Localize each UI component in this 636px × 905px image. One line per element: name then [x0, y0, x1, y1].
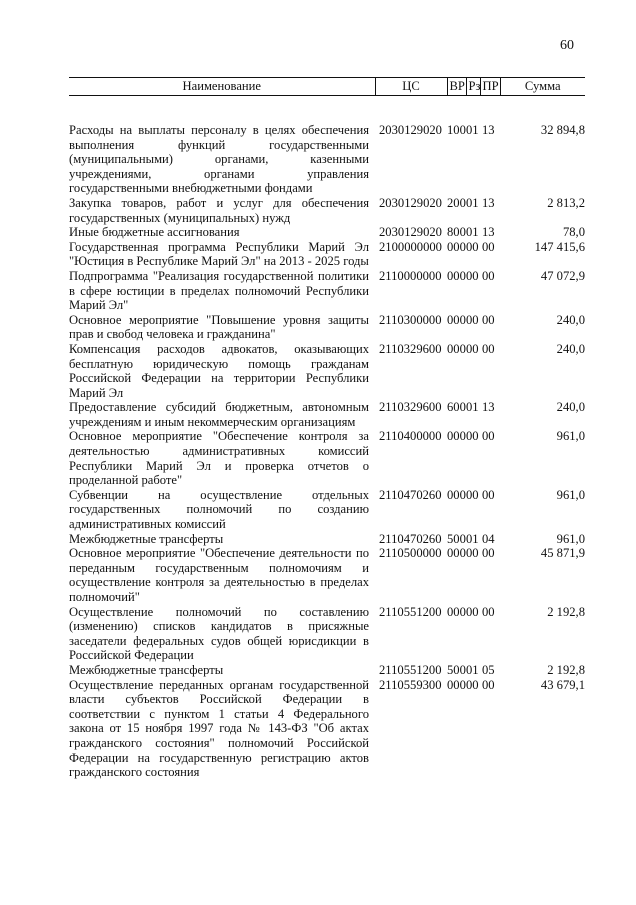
row-cs: 2110329600 — [379, 400, 442, 415]
row-cs: 2110470260 — [379, 487, 442, 502]
table-row — [69, 342, 585, 400]
header-sum: Сумма — [500, 78, 585, 96]
row-pr: 13 — [482, 225, 495, 240]
row-rz: 00 — [466, 341, 479, 356]
row-rz: 00 — [466, 677, 479, 692]
row-cs: 2100000000 — [379, 239, 442, 254]
header-rz: Рз — [466, 78, 480, 96]
row-cs: 2030129020 — [379, 195, 442, 210]
header-cs: ЦС — [375, 78, 447, 96]
row-pr: 04 — [482, 531, 495, 546]
row-sum: 45 871,9 — [540, 546, 585, 561]
row-pr: 00 — [482, 604, 495, 619]
row-pr: 13 — [482, 123, 495, 137]
table-row — [69, 429, 585, 487]
row-name: Предоставление субсидий бюджетным, автономным учреждениям и иным некоммерческим организациям — [69, 400, 369, 429]
row-rz: 00 — [466, 239, 479, 254]
row-pr: 00 — [482, 268, 495, 283]
row-pr: 13 — [482, 400, 495, 415]
row-rz: 00 — [466, 312, 479, 327]
row-sum: 961,0 — [556, 487, 585, 502]
row-name: Осуществление переданных органам государственной власти субъектов Российской Федерации в соответствии с пунктом 1 статьи 4 Федерального закона от 15 ноября 1997 года № 143-ФЗ "Об актах гражданского состояния" полномочий Российской Федерации на государственную регистрацию актов гражданского состояния — [69, 677, 369, 780]
row-name: Субвенции на осуществление отдельных государственных полномочий по созданию административных комиссий — [69, 487, 369, 532]
table-row — [69, 196, 585, 225]
row-vr: 800 — [447, 225, 466, 240]
row-rz: 00 — [466, 429, 479, 444]
row-pr: 05 — [482, 662, 495, 677]
row-cs: 2110551200 — [379, 604, 442, 619]
row-vr: 000 — [447, 604, 466, 619]
row-pr: 00 — [482, 677, 495, 692]
row-sum: 961,0 — [556, 531, 585, 546]
row-vr: 500 — [447, 531, 466, 546]
row-sum: 147 415,6 — [534, 239, 585, 254]
table-row — [69, 269, 585, 313]
table-row — [69, 313, 585, 342]
row-vr: 000 — [447, 312, 466, 327]
row-rz: 01 — [466, 400, 479, 415]
row-rz: 01 — [466, 123, 479, 137]
row-sum: 240,0 — [556, 400, 585, 415]
table-row — [69, 96, 585, 196]
row-name: Межбюджетные трансферты — [69, 531, 224, 546]
row-cs: 2110551200 — [379, 662, 442, 677]
budget-table-container — [69, 77, 585, 780]
row-cs: 2110329600 — [379, 341, 442, 356]
row-pr: 13 — [482, 195, 495, 210]
row-pr: 00 — [482, 487, 495, 502]
header-pr: ПР — [480, 78, 500, 96]
row-sum: 32 894,8 — [540, 123, 585, 137]
row-cs: 2110500000 — [379, 546, 442, 561]
row-vr: 600 — [447, 400, 466, 415]
row-vr: 000 — [447, 677, 466, 692]
table-row — [69, 488, 585, 532]
row-name: Подпрограмма "Реализация государственной политики в сфере юстиции в пределах полномочий Республики Марий Эл" — [69, 268, 369, 313]
table-row — [69, 240, 585, 269]
row-sum: 78,0 — [562, 225, 585, 240]
table-header — [69, 78, 585, 96]
row-vr: 000 — [447, 429, 466, 444]
row-pr: 00 — [482, 546, 495, 561]
row-sum: 47 072,9 — [540, 268, 585, 283]
row-vr: 000 — [447, 487, 466, 502]
row-pr: 00 — [482, 341, 495, 356]
row-name: Расходы на выплаты персоналу в целях обеспечения выполнения функций государственными (муниципальными) органами, казенными учреждениями, органами управления государственными внебюджетными фондами — [69, 123, 369, 196]
row-rz: 00 — [466, 268, 479, 283]
row-sum: 43 679,1 — [540, 677, 585, 692]
header-name: Наименование — [69, 78, 375, 96]
row-name: Межбюджетные трансферты — [69, 662, 224, 677]
row-name: Государственная программа Республики Марий Эл "Юстиция в Республике Марий Эл" на 2013 - 2025 годы — [69, 239, 369, 269]
row-vr: 500 — [447, 662, 466, 677]
row-name: Основное мероприятие "Повышение уровня защиты прав и свобод человека и гражданина" — [69, 312, 369, 342]
row-sum: 240,0 — [556, 312, 585, 327]
row-name: Компенсация расходов адвокатов, оказывающих бесплатную юридическую помощь гражданам Российской Федерации на территории Республики Марий Эл — [69, 341, 369, 400]
table-row — [69, 663, 585, 678]
row-vr: 000 — [447, 341, 466, 356]
row-rz: 01 — [466, 662, 479, 677]
row-pr: 00 — [482, 239, 495, 254]
row-cs: 2110400000 — [379, 429, 442, 444]
row-vr: 200 — [447, 195, 466, 210]
row-cs: 2110559300 — [379, 677, 442, 692]
row-name: Закупка товаров, работ и услуг для обеспечения государственных (муниципальных) нужд — [69, 195, 369, 225]
row-rz: 00 — [466, 546, 479, 561]
row-cs: 2030129020 — [379, 123, 442, 137]
row-cs: 2110000000 — [379, 268, 442, 283]
table-row — [69, 532, 585, 547]
row-sum: 240,0 — [556, 341, 585, 356]
row-sum: 2 192,8 — [547, 604, 585, 619]
row-name: Основное мероприятие "Обеспечение деятельности по переданным государственным полномочиям и осуществление контроля за деятельностью в пределах полномочий" — [69, 546, 369, 604]
row-vr: 100 — [447, 123, 466, 137]
row-sum: 961,0 — [556, 429, 585, 444]
budget-table — [69, 77, 585, 780]
row-rz: 00 — [466, 604, 479, 619]
row-name: Иные бюджетные ассигнования — [69, 225, 240, 240]
table-row — [69, 225, 585, 240]
row-sum: 2 813,2 — [547, 195, 585, 210]
row-sum: 2 192,8 — [547, 662, 585, 677]
page-number: 60 — [560, 38, 574, 53]
row-vr: 000 — [447, 546, 466, 561]
table-body — [69, 96, 585, 780]
table-row — [69, 605, 585, 663]
header-vr: ВР — [447, 78, 466, 96]
row-name: Основное мероприятие "Обеспечение контроля за деятельностью административных комиссий Республики Марий Эл и проверка отчетов о проделанной работе" — [69, 429, 369, 488]
row-cs: 2030129020 — [379, 225, 442, 240]
row-pr: 00 — [482, 312, 495, 327]
row-rz: 01 — [466, 531, 479, 546]
row-cs: 2110300000 — [379, 312, 442, 327]
table-row — [69, 400, 585, 429]
row-vr: 000 — [447, 268, 466, 283]
row-rz: 01 — [466, 225, 479, 240]
table-row — [69, 678, 585, 780]
row-name: Осуществление полномочий по составлению (изменению) списков кандидатов в присяжные заседатели федеральных судов общей юрисдикции в Российской Федерации — [69, 604, 369, 663]
row-pr: 00 — [482, 429, 495, 444]
table-row — [69, 546, 585, 604]
row-rz: 00 — [466, 487, 479, 502]
row-cs: 2110470260 — [379, 531, 442, 546]
row-rz: 01 — [466, 195, 479, 210]
row-vr: 000 — [447, 239, 466, 254]
